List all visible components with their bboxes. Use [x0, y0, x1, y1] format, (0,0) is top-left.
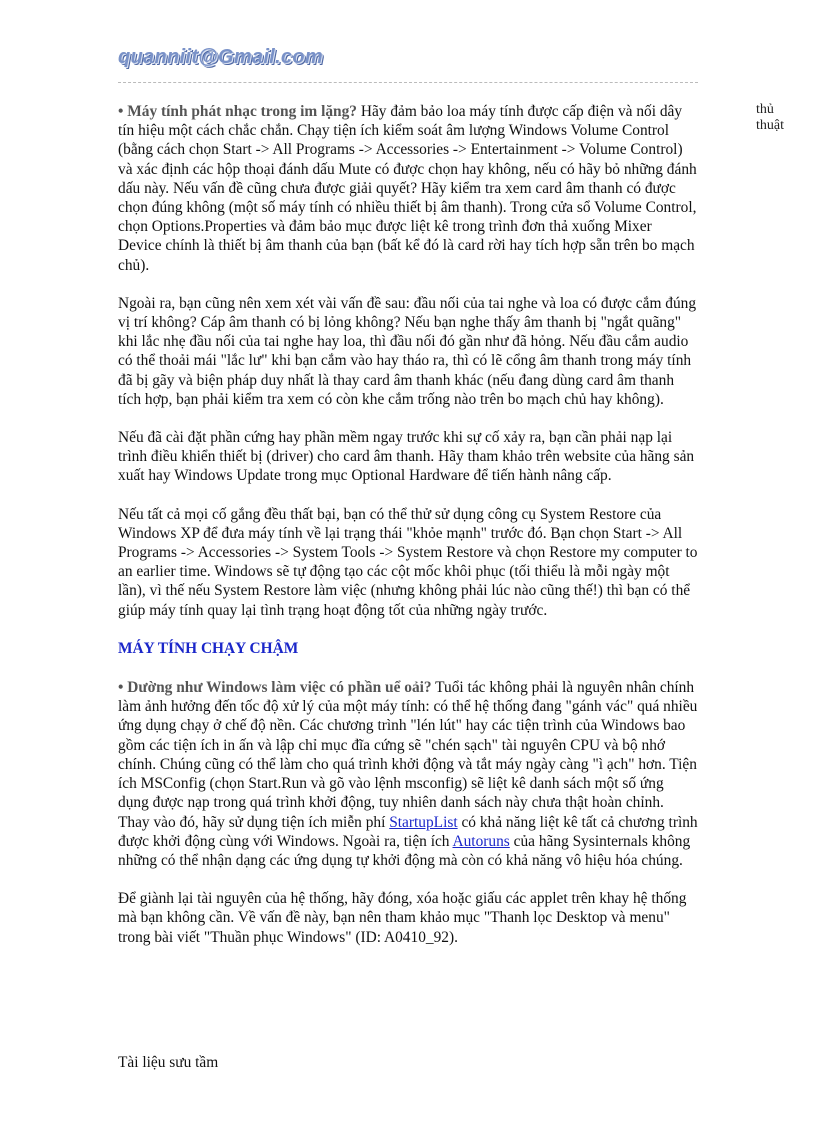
paragraph-1-lead: • Máy tính phát nhạc trong im lặng? [118, 103, 357, 120]
paragraph-1 [118, 102, 698, 275]
paragraph-5 [118, 678, 698, 870]
paragraph-5-text-1: Tuổi tác không phải là nguyên nhân chính làm ảnh hưởng đến tốc độ xử lý của một máy tính: có thể hệ thống đang "gánh vác" quá nhiều ứng dụng chạy ở chế độ nền. Các chương trình "lén lút" hay các tiện trình của Windows bao gồm các tiện ích in ấn và lập chỉ mục đĩa cứng sẽ "chén sạch" tài nguyên CPU và bộ nhớ chính. Chúng cũng có thể làm cho quá trình khởi động và tắt máy ngày càng "ì ạch" hơn. Tiện ích MSConfig (chọn Start.Run và gõ vào lệnh msconfig) sẽ liệt kê danh sách một số ứng dụng được nạp trong quá trình khởi động, tuy nhiên danh sách này chưa thật hoàn chỉnh. Thay vào đó, hãy sử dụng tiện ích miễn phí [118, 679, 698, 831]
paragraph-5-lead: • Dường như Windows làm việc có phần uể oải? [118, 679, 432, 697]
paragraph-5-text-2: có khả năng liệt kê tất cả chương trình được khởi động cùng với Windows. Ngoài ra, tiện ích [118, 813, 698, 850]
startuplist-link[interactable]: StartupList [389, 813, 458, 831]
document-body [118, 102, 698, 966]
header-email-logo: quanniit@Gmail.com [118, 46, 323, 68]
header-section-label: thủ thuật [756, 102, 784, 133]
header-divider [118, 82, 698, 83]
paragraph-6: Để giành lại tài nguyên của hệ thống, hãy đóng, xóa hoặc giấu các applet trên khay hệ thống mà bạn không cần. Về vấn đề này, bạn nên tham khảo mục "Thanh lọc Desktop và menu" trong bài viết "Thuần phục Windows" (ID: A0410_92). [118, 890, 687, 946]
page-footer: Tài liệu sưu tầm [118, 1054, 219, 1071]
paragraph-1-text: Hãy đảm bảo loa máy tính được cấp điện và nối dây tín hiệu một cách chắc chắn. Chạy tiện ích kiểm soát âm lượng Windows Volume Control (bằng cách chọn Start -> All Programs -> Accessories -> Entertainment -> Volume Control) và xác định các hộp thoại đánh dấu Mute có được chọn hay không, nếu có hãy bỏ những đánh dấu này. Nếu vấn đề cũng chưa được giải quyết? Hãy kiểm tra xem card âm thanh có được chọn đúng không (một số máy tính có nhiều thiết bị âm thanh). Trong cửa sổ Volume Control, chọn Options.Properties và đảm bảo mục được liệt kê trong trình đơn thả xuống Mixer Device chính là thiết bị âm thanh của bạn (bất kể đó là card rời hay tích hợp sẵn trên bo mạch chủ). [118, 103, 697, 274]
autoruns-link[interactable]: Autoruns [452, 832, 510, 850]
section-heading: MÁY TÍNH CHẠY CHẬM [118, 639, 299, 657]
paragraph-4: Nếu tất cả mọi cố gắng đều thất bại, bạn có thể thử sử dụng công cụ System Restore của Windows XP để đưa máy tính về lại trạng thái "khỏe mạnh" trước đó. Bạn chọn Start -> All Programs -> Accessories -> System Tools -> System Restore và chọn Restore my computer to an earlier time. Windows sẽ tự động tạo các cột mốc khôi phục (tối thiểu là mỗi ngày một lần), vì thế nếu System Restore làm việc (nhưng không phải lúc nào cũng thế!) thì bạn có thể giúp máy tính quay lại tình trạng hoạt động tốt của những ngày trước. [118, 505, 698, 619]
paragraph-3: Nếu đã cài đặt phần cứng hay phần mềm ngay trước khi sự cố xảy ra, bạn cần phải nạp lại trình điều khiển thiết bị (driver) cho card âm thanh. Hãy tham khảo trên website của hãng sản xuất hay Windows Update trong mục Optional Hardware để tiến hành nâng cấp. [118, 429, 695, 485]
paragraph-2: Ngoài ra, bạn cũng nên xem xét vài vấn đề sau: đầu nối của tai nghe và loa có được cắm đúng vị trí không? Cáp âm thanh có bị lỏng không? Nếu bạn nghe thấy âm thanh bị "ngắt quãng" khi lắc nhẹ đầu nối của tai nghe hay loa, thì đầu nối đó gần như đã hỏng. Nếu đầu cắm audio có thể thoải mái "lắc lư" khi bạn cắm vào hay tháo ra, thì có lẽ cổng âm thanh trong máy tính đã bị gãy và biện pháp duy nhất là thay card âm thanh khác (nếu đang dùng card âm thanh tích hợp, bạn phải kiểm tra xem có còn khe cắm trống nào trên bo mạch chủ hay không). [118, 294, 697, 408]
paragraph-5-text-3: của hãng Sysinternals không những có thể nhận dạng các ứng dụng tự khởi động mà còn có khả năng vô hiệu hóa chúng. [118, 832, 691, 869]
